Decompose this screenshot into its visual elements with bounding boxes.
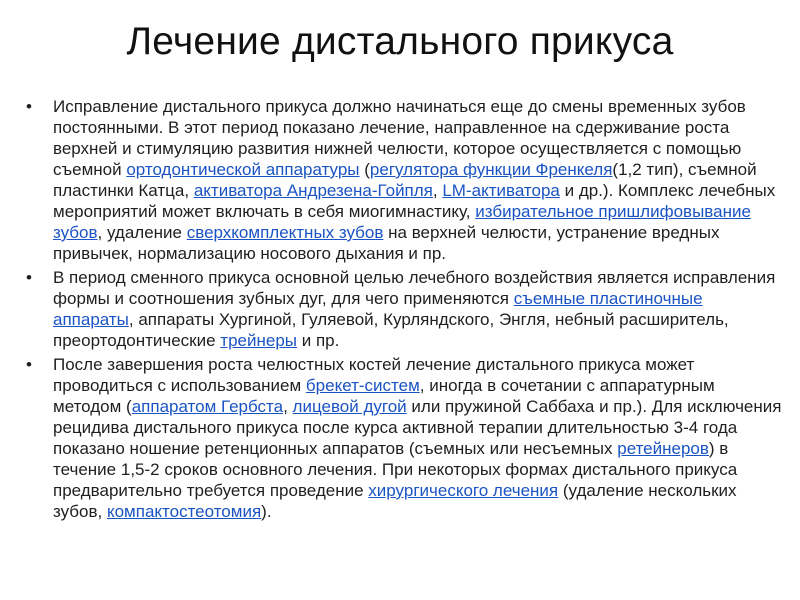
inline-link[interactable]: ортодонтической аппаратуры bbox=[126, 160, 360, 179]
inline-link[interactable]: регулятора функции Френкеля bbox=[369, 160, 613, 179]
paragraph-text: и др.). Комплекс лечебных мероприятий может включать в себя миогимнастику, bbox=[53, 181, 776, 221]
paragraph-text: ). bbox=[261, 502, 272, 521]
paragraph-text: , удаление bbox=[97, 223, 187, 242]
inline-link[interactable]: хирургического лечения bbox=[368, 481, 559, 500]
slide-title: Лечение дистального прикуса bbox=[126, 20, 674, 63]
paragraph-text: (1,2 тип), съемной пластинки Катца, bbox=[53, 160, 757, 200]
inline-link[interactable]: компактостеотомия bbox=[106, 502, 262, 521]
inline-link[interactable]: LM-активатора bbox=[442, 181, 560, 200]
paragraph-text: , bbox=[432, 181, 443, 200]
inline-link[interactable]: избирательное пришлифовывание зубов bbox=[53, 202, 751, 242]
paragraph-text: , аппараты Хургиной, Гуляевой, Курляндского, Энгля, небный расширитель, преортодонтические bbox=[53, 310, 729, 350]
bullet-paragraph bbox=[26, 267, 786, 351]
paragraph-text: и пр. bbox=[297, 331, 340, 350]
paragraph-text: , bbox=[283, 397, 293, 416]
bullet-dot: • bbox=[26, 355, 32, 374]
bullet-dot: • bbox=[26, 268, 32, 287]
paragraph-text: ( bbox=[359, 160, 370, 179]
inline-link[interactable]: аппаратом Гербста bbox=[131, 397, 284, 416]
inline-link[interactable]: съемные пластиночные аппараты bbox=[53, 289, 703, 329]
inline-link[interactable]: трейнеры bbox=[220, 331, 298, 350]
bullet-paragraph bbox=[26, 96, 786, 264]
paragraph-text: , иногда в сочетании с аппаратурным методом ( bbox=[53, 376, 715, 416]
inline-link[interactable]: активатора Андрезена-Гойпля bbox=[193, 181, 433, 200]
inline-link[interactable]: лицевой дугой bbox=[292, 397, 407, 416]
paragraph-text: ) в течение 1,5-2 сроков основного лечения. При некоторых формах дистального прикуса предварительно требуется проведение bbox=[53, 439, 738, 500]
inline-link[interactable]: брекет-систем bbox=[305, 376, 420, 395]
paragraph-text: на верхней челюсти, устранение вредных привычек, нормализацию носового дыхания и пр. bbox=[53, 223, 720, 263]
paragraph-text: (удаление нескольких зубов, bbox=[53, 481, 737, 521]
inline-link[interactable]: ретейнеров bbox=[617, 439, 709, 458]
paragraph-text: Исправление дистального прикуса должно начинаться еще до смены временных зубов постоянными. В этот период показано лечение, направленное на сдерживание роста верхней и стимуляцию развития нижней челюсти, которое осуществляется с помощью съемной bbox=[53, 97, 746, 179]
paragraph-text: После завершения роста челюстных костей лечение дистального прикуса может проводиться с использованием bbox=[53, 355, 695, 395]
paragraph-text: В период сменного прикуса основной целью лечебного воздействия является исправления формы и соотношения зубных дуг, для чего применяются bbox=[53, 268, 776, 308]
paragraph-text: или пружиной Саббаха и пр.). Для исключения рецидива дистального прикуса после курса активной терапии длительностью 3-4 года показано ношение ретенционных аппаратов (съемных или несъемных bbox=[53, 397, 782, 458]
bullet-dot: • bbox=[26, 97, 32, 116]
bullet-paragraph bbox=[26, 354, 786, 522]
inline-link[interactable]: сверхкомплектных зубов bbox=[186, 223, 384, 242]
bullet-list bbox=[26, 96, 786, 525]
